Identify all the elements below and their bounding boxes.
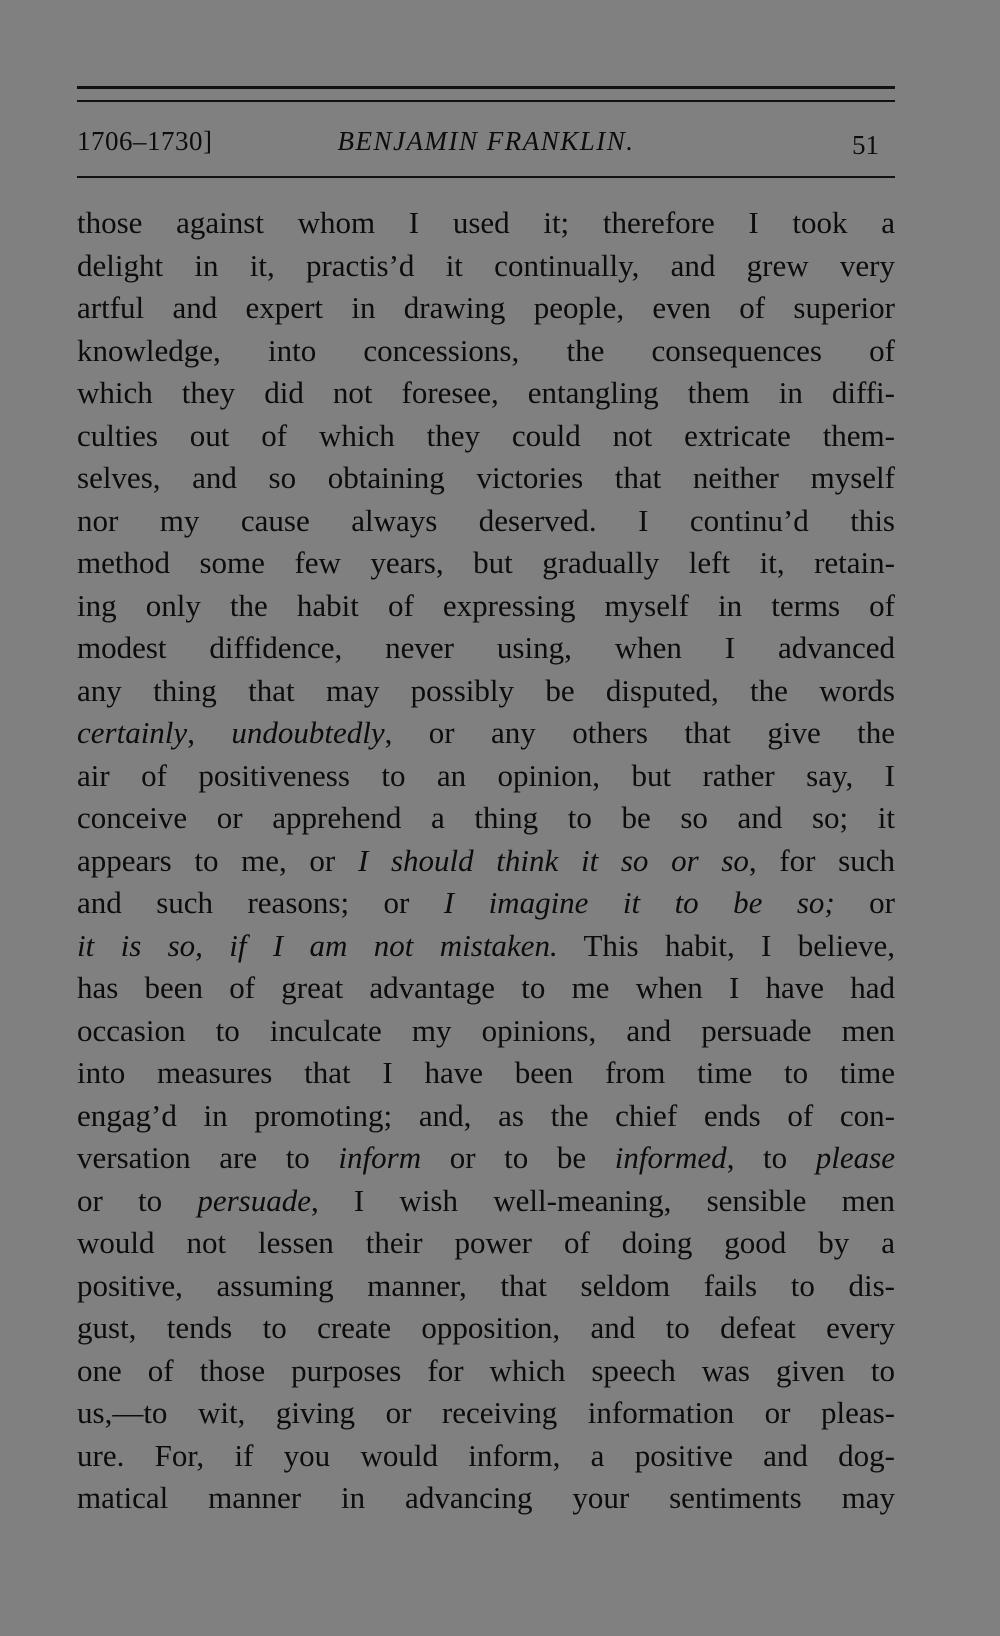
text-line: occasion to inculcate my opinions, and persuade men xyxy=(77,1012,895,1048)
text-line: which they did not foresee, entangling them in diffi- xyxy=(77,375,895,410)
text-line: us,—to wit, giving or receiving information or pleas- xyxy=(77,1395,895,1430)
text-line: modest diffidence, never using, when I advanced xyxy=(77,630,895,665)
text-line: those against whom I used it; therefore I took a xyxy=(77,205,895,240)
italic-phrase: certainly xyxy=(77,715,188,750)
italic-phrase: undoubtedly xyxy=(231,715,385,750)
italic-phrase: I imagine it to be so; xyxy=(443,885,835,920)
text-segment: , for such xyxy=(748,842,895,878)
text-line: selves, and so obtaining victories that neither myself xyxy=(77,460,895,495)
text-segment: or xyxy=(834,885,896,920)
text-segment: , xyxy=(187,715,232,750)
text-line: delight in it, practis’d it continually, and grew very xyxy=(77,247,895,283)
text-line: knowledge, into concessions, the consequences of xyxy=(77,332,895,368)
header-rule xyxy=(77,176,895,178)
text-segment: appears to me, or xyxy=(77,842,358,878)
text-line: culties out of which they could not extricate them- xyxy=(77,417,895,453)
running-head-years: 1706–1730] xyxy=(77,126,213,156)
text-line xyxy=(77,925,895,968)
top-rule-thick xyxy=(77,86,895,89)
text-segment: or to be xyxy=(421,1140,615,1175)
page-body xyxy=(77,202,895,1520)
text-line: nor my cause always deserved. I continu’d this xyxy=(77,502,895,538)
text-segment: This habit, I believe, xyxy=(557,927,895,963)
text-line xyxy=(77,1180,895,1223)
text-line: artful and expert in drawing people, even of superior xyxy=(77,290,895,325)
text-line: into measures that I have been from time to time xyxy=(77,1055,895,1090)
running-head xyxy=(77,116,895,158)
text-line: ure. For, if you would inform, a positive and dog- xyxy=(77,1437,895,1473)
text-line: conceive or apprehend a thing to be so and so; it xyxy=(77,800,895,835)
text-line xyxy=(77,712,895,755)
text-segment: , or any others that give the xyxy=(384,715,896,750)
text-line: positive, assuming manner, that seldom fails to dis- xyxy=(77,1267,895,1303)
text-line: would not lessen their power of doing good by a xyxy=(77,1225,895,1260)
text-line xyxy=(77,882,895,925)
text-line: one of those purposes for which speech was given to xyxy=(77,1352,895,1388)
italic-phrase: persuade xyxy=(197,1182,311,1218)
text-line: ing only the habit of expressing myself in terms of xyxy=(77,587,895,623)
text-line: gust, tends to create opposition, and to defeat every xyxy=(77,1310,895,1345)
text-segment: versation are to xyxy=(77,1140,339,1175)
text-segment: or to xyxy=(77,1182,198,1218)
running-head-title: BENJAMIN FRANKLIN. xyxy=(337,126,635,156)
italic-phrase: inform xyxy=(338,1140,422,1175)
text-line: has been of great advantage to me when I have had xyxy=(77,970,895,1005)
italic-phrase: informed xyxy=(614,1140,727,1175)
page-number: 51 xyxy=(852,130,879,160)
text-line: engag’d in promoting; and, as the chief ends of con- xyxy=(77,1097,895,1133)
text-line: any thing that may possibly be disputed, the words xyxy=(77,672,895,708)
text-line: method some few years, but gradually left it, retain- xyxy=(77,545,895,580)
text-line: air of positiveness to an opinion, but rather say, I xyxy=(77,757,895,793)
italic-phrase: it is so, if I am not mistaken. xyxy=(77,927,558,963)
top-rule-thin xyxy=(77,100,895,102)
italic-phrase: please xyxy=(815,1140,895,1175)
text-segment: and such reasons; or xyxy=(77,885,444,920)
text-line xyxy=(77,840,895,883)
text-segment: , to xyxy=(726,1140,816,1175)
text-segment: , I wish well-meaning, sensible men xyxy=(310,1182,896,1218)
text-line: matical manner in advancing your sentiments may xyxy=(77,1480,895,1515)
text-line xyxy=(77,1137,895,1180)
italic-phrase: I should think it so or so xyxy=(357,842,749,878)
